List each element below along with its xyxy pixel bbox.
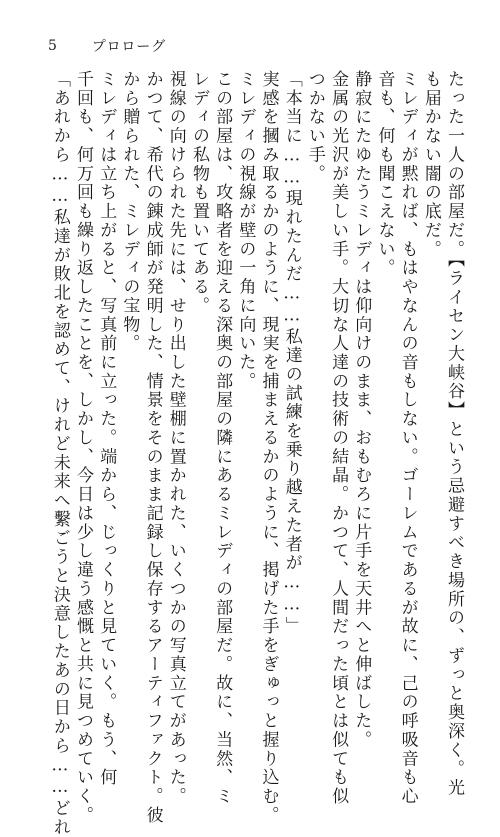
text-line: 音も、何も聞こえない。 xyxy=(374,70,395,278)
text-line: も届かない闇の底だ。 xyxy=(420,70,441,259)
text-line: ミレディの視線が壁の一角に向いた。 xyxy=(235,70,256,391)
text-line: 静寂にたゆたうミレディは仰向けのまま、おもむろに片手を天井へと伸ばした。 xyxy=(351,70,372,750)
text-line: この部屋は、攻略者を迎える深奥の部屋の隣にあるミレディの部屋だ。故に、当然、ミ xyxy=(212,70,233,806)
text-line: 実感を摑み取るかのように、現実を捕まえるかのように、掲げた手をぎゅっと握り込む。 xyxy=(258,70,279,825)
text-line: 金属の光沢が美しい手。大切な人達の技術の結晶。かつて、人間だった頃とは似ても似 xyxy=(328,70,349,806)
text-line: ミレディは立ち上がると、写真前に立った。端から、じっくりと見ていく。もう、何 xyxy=(96,70,117,788)
page-number: 5 xyxy=(48,38,58,54)
text-line: レディの私物も置いてある。 xyxy=(188,70,209,316)
page-header xyxy=(48,35,166,57)
running-title: プロローグ xyxy=(91,39,166,55)
text-line: つかない手。 xyxy=(304,70,325,184)
text-line: ミレディが黙れば、もはやなんの音もしない。ゴーレムであるが故に、己の呼吸音も心 xyxy=(397,70,418,806)
text-line: 「本当に……現れたんだ……私達の試練を乗り越えた者が……」 xyxy=(281,70,302,636)
text-line: 視線の向けられた先には、せり出した壁棚に置かれた、いくつかの写真立てがあった。 xyxy=(165,70,186,806)
text-line: かつて、希代の錬成師が発明した、情景をそのまま記録し保存するアーティファクト。彼 xyxy=(142,70,163,825)
text-line: たった一人の部屋だ。【ライセン大峡谷】という忌避すべき場所の、ずっと奥深く。光 xyxy=(444,70,464,798)
body-text xyxy=(38,70,464,837)
text-line: 「あれから……私達が敗北を認めて、けれど未来へ繫ごうと決意したあの日から……どれ xyxy=(49,70,70,837)
text-line: 千回も、何万回も繰り返したことを、しかし、今日は少し違う感慨と共に見つめていく。 xyxy=(73,70,93,825)
text-line: から贈られた、ミレディの宝物。 xyxy=(119,70,140,354)
